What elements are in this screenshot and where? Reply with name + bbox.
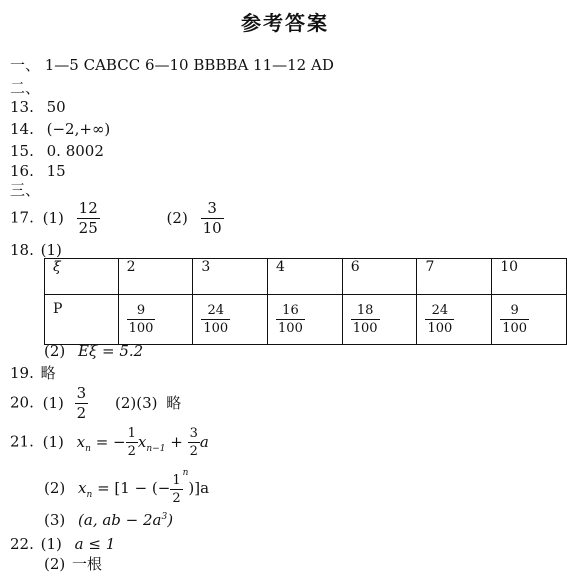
q21-line3	[44, 513, 173, 528]
fraction-numerator: 3	[76, 384, 87, 402]
section-two-heading: 二、	[10, 79, 41, 97]
q22-line2	[44, 557, 102, 572]
table-cell: $\frac{24}{100}$	[417, 295, 492, 345]
q20-number: 20.	[10, 393, 34, 412]
q21-number: 21.	[10, 432, 34, 451]
section-one-answers: 一、 1—5 CABCC 6—10 BBBBA 11—12 AD	[10, 56, 334, 74]
q17-number: 17.	[10, 208, 34, 227]
table-cell: 2	[118, 259, 193, 295]
fraction-denominator: 25	[78, 219, 98, 237]
q18-number: 18.	[10, 241, 34, 259]
fraction-numerator: 3	[201, 201, 224, 219]
section-three-heading: 三、	[10, 181, 41, 199]
q19-answer: 略	[40, 364, 56, 382]
fraction-denominator: 10	[202, 219, 222, 237]
table-cell: 10	[492, 259, 567, 295]
table-cell: $\frac{18}{100}$	[342, 295, 417, 345]
q15-answer: 0. 8002	[46, 142, 104, 160]
table-cell: 3	[193, 259, 268, 295]
q17-part1-label: (1)	[42, 208, 64, 227]
q21-formula1: $x_n$ = − $\frac{1}{2}$ $x_{n-1}$ + $\frac{3}{2}$ a	[76, 426, 209, 459]
q16-number: 16.	[10, 162, 34, 180]
table-cell: 7	[417, 259, 492, 295]
q22-number: 22.	[10, 535, 34, 553]
q14-line	[10, 122, 110, 137]
q21-formula2: $x_n = [1$ − (− $\frac{1}{2}$ $^n$)]a	[78, 468, 210, 506]
q22-line1	[10, 537, 115, 552]
q20-part1-label: (1)	[42, 393, 64, 412]
q21-line2	[44, 469, 209, 505]
table-row	[45, 259, 567, 295]
q21-part1-label: (1)	[42, 432, 64, 451]
page-title: 参考答案	[241, 11, 329, 35]
table-cell: 4	[268, 259, 343, 295]
q14-number: 14.	[10, 120, 34, 138]
q15-line	[10, 144, 104, 159]
q17-line	[10, 201, 224, 236]
q17-part1-fraction	[77, 201, 100, 236]
table-cell: 6	[342, 259, 417, 295]
q14-answer: (−2,+∞)	[46, 120, 111, 138]
q20-line	[10, 386, 181, 421]
q20-fraction	[75, 386, 89, 421]
q21-formula3: (a, ab − $2a^3$)	[78, 511, 174, 529]
table-cell: P	[45, 295, 119, 345]
q15-number: 15.	[10, 142, 34, 160]
fraction-numerator: 12	[78, 199, 98, 217]
q21-part3-label: (3)	[44, 511, 66, 529]
q19-line	[10, 366, 56, 381]
q22-part2-label: (2)	[44, 555, 66, 573]
q13-line	[10, 100, 66, 115]
q20-answer: 略	[166, 393, 182, 412]
q18-part2-label: (2)	[44, 342, 66, 360]
fraction-denominator: 2	[76, 404, 87, 422]
q22-answer2: 一根	[72, 555, 103, 573]
table-cell: ξ	[45, 259, 119, 295]
q17-part2-fraction	[201, 201, 224, 236]
q16-answer: 15	[46, 162, 66, 180]
q21-part2-label: (2)	[44, 479, 66, 497]
q22-part1-label: (1)	[40, 535, 62, 553]
q13-answer: 50	[46, 98, 66, 116]
table-cell: $\frac{24}{100}$	[193, 295, 268, 345]
q18-line	[10, 243, 62, 258]
table-cell: $\frac{16}{100}$	[268, 295, 343, 345]
q18-part1-label: (1)	[40, 241, 62, 259]
q20-part23-label: (2)(3)	[115, 393, 158, 412]
q16-line	[10, 164, 66, 179]
table-row	[45, 295, 567, 345]
q19-number: 19.	[10, 364, 34, 382]
table-cell: $\frac{9}{100}$	[118, 295, 193, 345]
distribution-table	[44, 258, 567, 345]
table-cell: $\frac{9}{100}$	[492, 295, 567, 345]
q22-answer1: a ≤ 1	[74, 535, 116, 553]
q18-part2-line	[44, 344, 143, 359]
q18-expectation: Eξ = 5.2	[78, 342, 144, 360]
q13-number: 13.	[10, 98, 34, 116]
q17-part2-label: (2)	[166, 208, 188, 227]
q21-line1	[10, 427, 209, 458]
